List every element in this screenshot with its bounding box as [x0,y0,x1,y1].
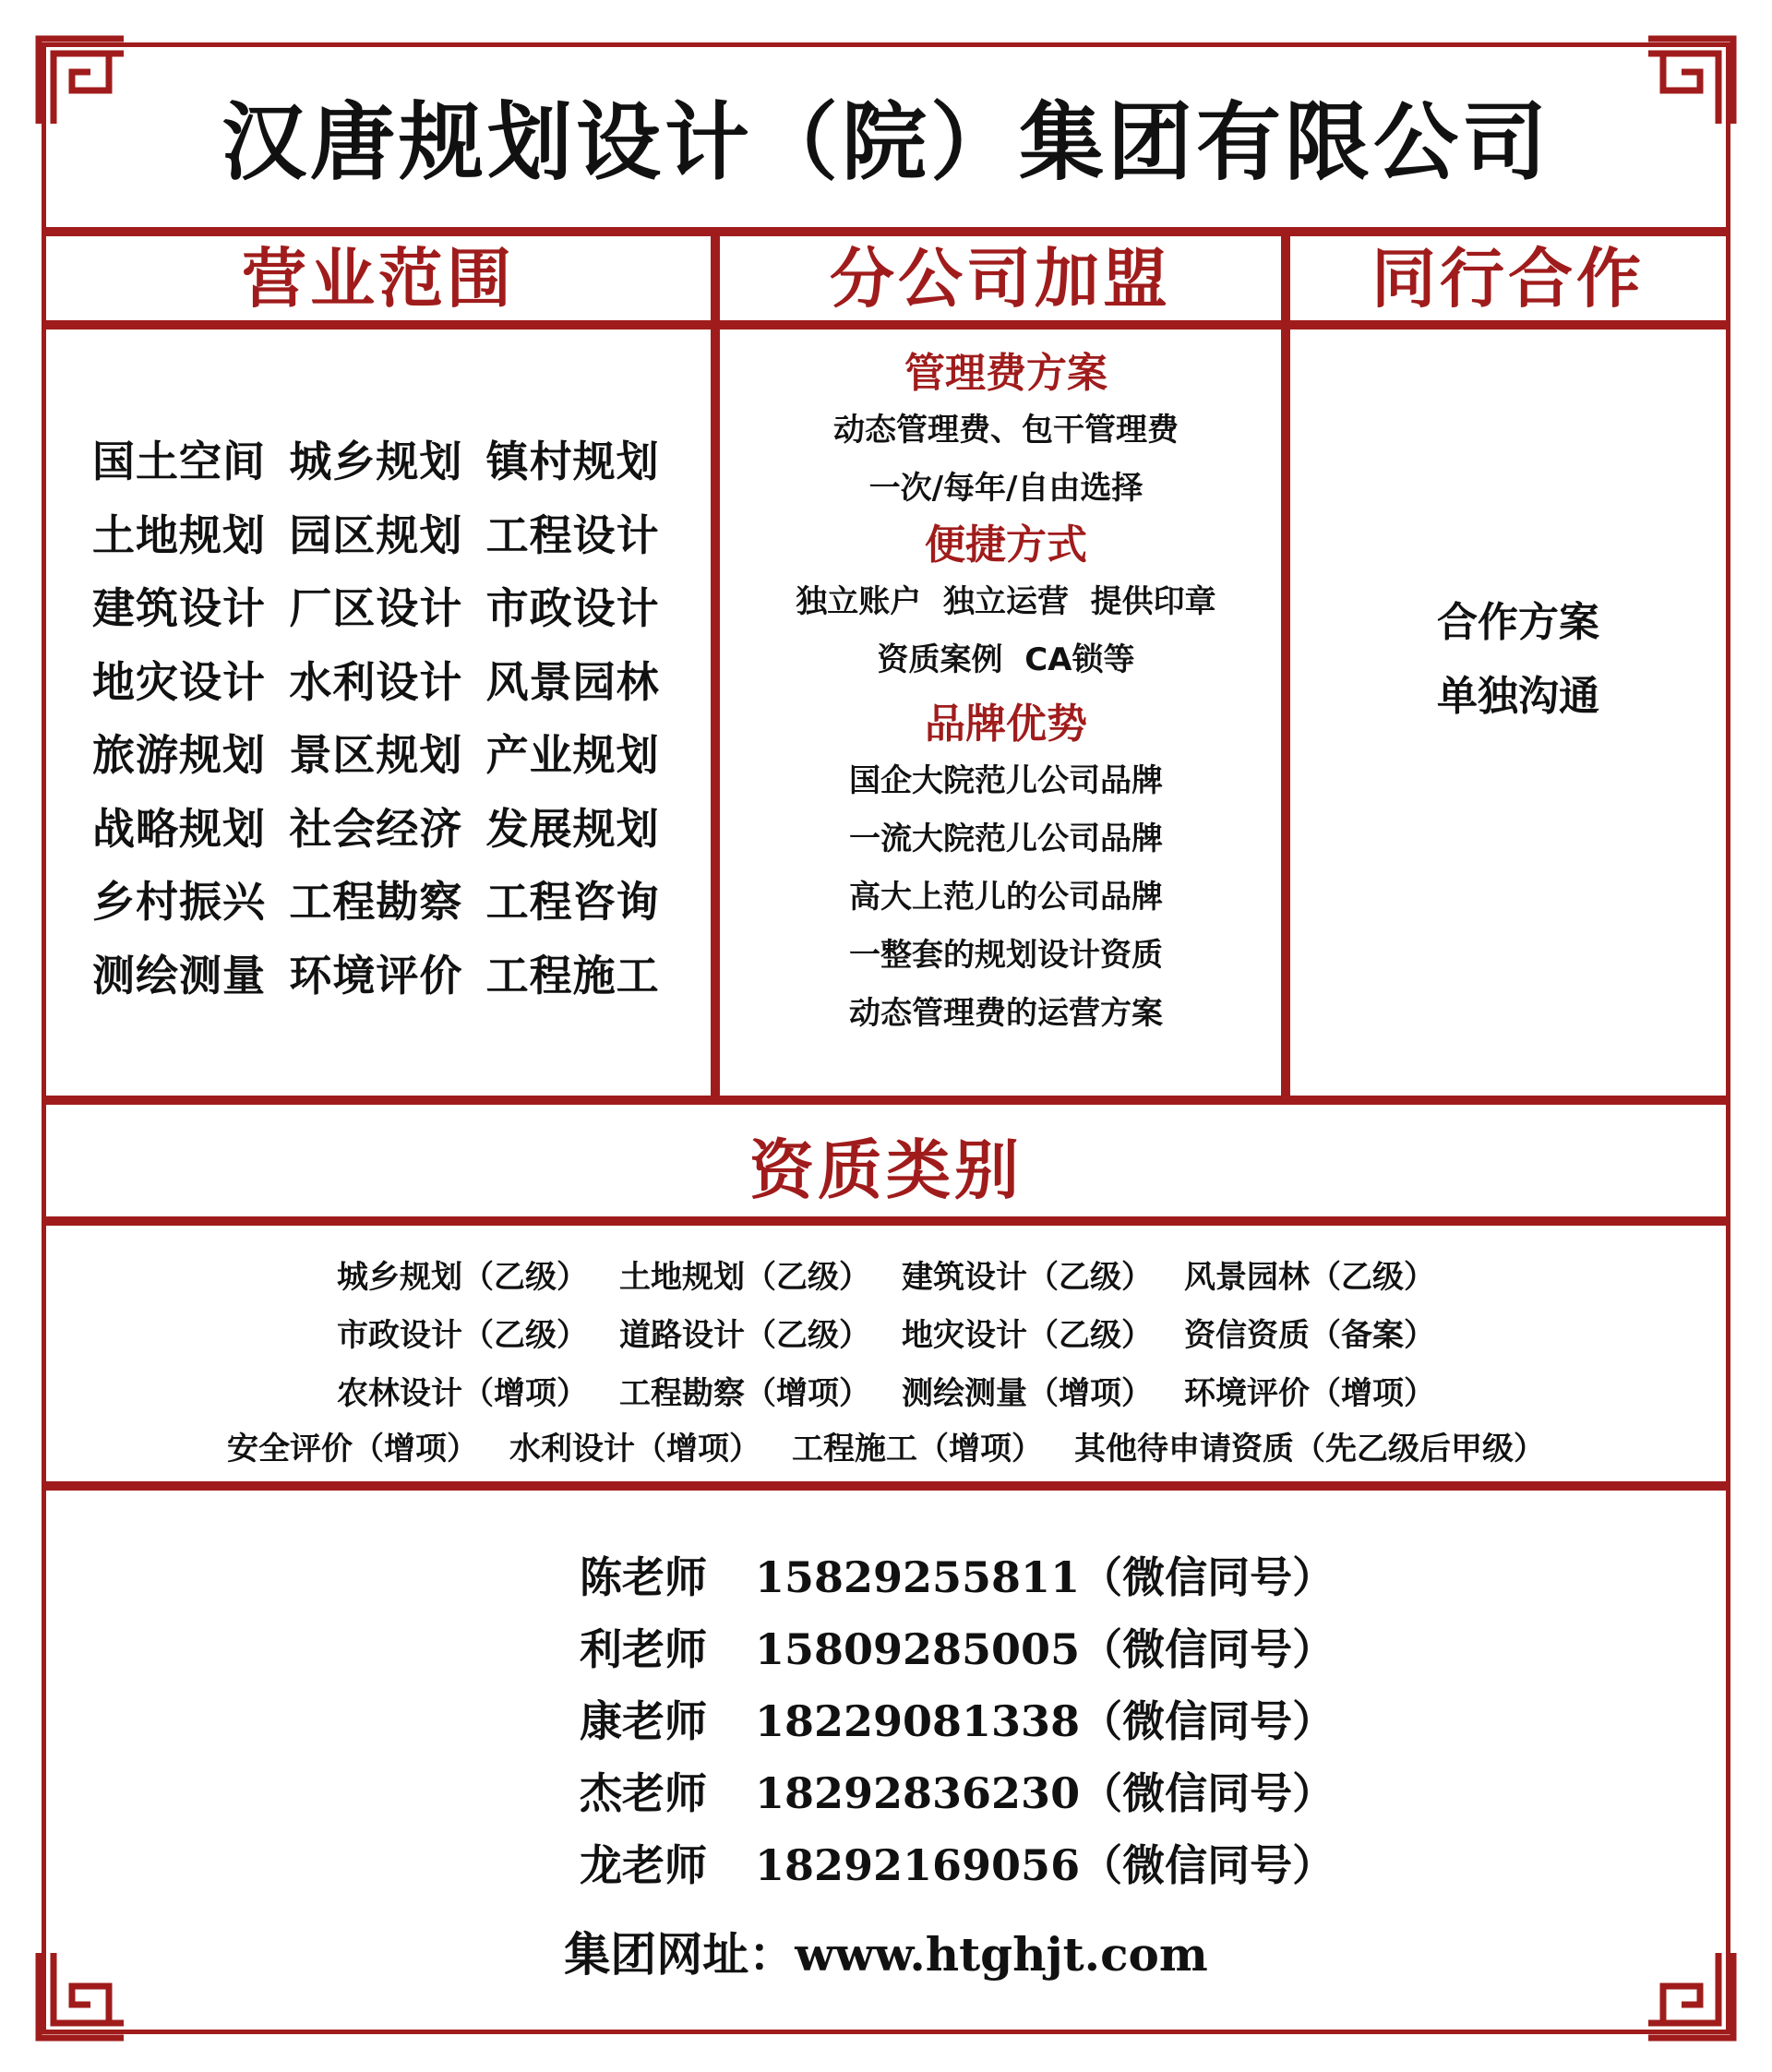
divider [42,227,1730,236]
qualification-row [0,1368,1772,1413]
business-item: 战略规划 [92,803,266,854]
business-item: 土地规划 [92,509,266,560]
qualification-item: 测绘测量（增项） [902,1375,1153,1412]
company-title: 汉唐规划设计（院）集团有限公司 [221,93,1550,192]
header-qualifications: 资质类别 [749,1132,1023,1208]
convenience-line: 独立账户 独立运营 提供印章 [796,583,1216,620]
cooperation-line: 单独沟通 [1437,673,1599,720]
fee-line: 一次/每年/自由选择 [868,470,1143,507]
divider [42,1481,1730,1491]
qualification-item: 工程施工（增项） [792,1431,1043,1467]
business-item: 工程勘察 [289,877,463,927]
convenience-title: 便捷方式 [925,521,1087,569]
business-item: 园区规划 [289,509,463,560]
business-item: 社会经济 [289,803,463,854]
website-url: 集团网址：www.htghjt.com [564,1927,1208,1982]
qualification-row [0,1252,1772,1297]
contact-name: 龙老师 [580,1840,707,1890]
business-item: 发展规划 [485,803,660,854]
business-item: 水利设计 [289,656,463,707]
qualification-item: 土地规划（乙级） [619,1259,870,1296]
brand-line: 动态管理费的运营方案 [849,995,1163,1032]
brand-line: 国企大院范儿公司品牌 [849,762,1163,799]
qualification-item: 水利设计（增项） [509,1431,760,1467]
cooperation-line: 合作方案 [1437,599,1599,646]
qualification-item: 道路设计（乙级） [619,1317,870,1354]
cooperation-column [1290,591,1746,738]
contact-phone: 18229081338（微信同号） [755,1696,1335,1746]
qualification-item: 建筑设计（乙级） [902,1259,1153,1296]
frame-top-border [42,42,1730,47]
business-item: 工程施工 [485,950,660,1000]
business-scope-grid [92,434,683,1021]
qualification-item: 风景园林（乙级） [1184,1259,1435,1296]
brand-title: 品牌优势 [925,701,1087,748]
branch-column [720,346,1292,1043]
contact-row [580,1541,1335,1613]
contact-name: 利老师 [580,1624,707,1674]
divider [42,1096,1730,1105]
business-item: 镇村规划 [485,437,660,486]
brand-line: 高大上范儿的公司品牌 [849,879,1163,916]
qualification-row [0,1423,1772,1468]
qualification-item: 地灾设计（乙级） [902,1317,1153,1354]
business-item: 旅游规划 [92,730,266,780]
business-item: 地灾设计 [92,656,266,707]
business-item: 工程咨询 [485,877,660,927]
business-item: 国土空间 [92,437,266,486]
contact-name: 陈老师 [580,1552,707,1602]
contact-name: 杰老师 [580,1768,707,1818]
contact-phone: 15829255811（微信同号） [755,1552,1335,1602]
divider [42,1216,1730,1226]
business-item: 厂区设计 [289,583,463,633]
contact-row [580,1685,1335,1757]
business-item: 风景园林 [485,656,660,707]
contact-list [580,1541,1335,1901]
business-item: 市政设计 [485,583,660,633]
qualification-item: 其他待申请资质（先乙级后甲级） [1074,1431,1545,1467]
business-item: 测绘测量 [92,950,266,1000]
qualification-item: 资信资质（备案） [1184,1317,1435,1354]
business-item: 景区规划 [289,730,463,780]
divider [711,227,720,1105]
contact-phone: 18292169056（微信同号） [755,1840,1335,1890]
qualification-item: 农林设计（增项） [337,1375,588,1412]
contact-row [580,1757,1335,1829]
fee-title: 管理费方案 [904,350,1108,397]
qualification-row [0,1310,1772,1355]
qualification-item: 城乡规划（乙级） [337,1259,588,1296]
qualification-item: 市政设计（乙级） [337,1317,588,1354]
contact-name: 康老师 [580,1696,707,1746]
brand-line: 一流大院范儿公司品牌 [849,820,1163,857]
contact-row [580,1829,1335,1901]
contact-phone: 18292836230（微信同号） [755,1768,1335,1818]
header-branch: 分公司加盟 [830,241,1171,317]
business-item: 乡村振兴 [92,877,266,927]
fee-line: 动态管理费、包干管理费 [833,412,1179,449]
header-cooperation: 同行合作 [1371,241,1645,317]
header-business-scope: 营业范围 [242,241,515,317]
qualification-item: 安全评价（增项） [227,1431,478,1467]
contact-phone: 15809285005（微信同号） [755,1624,1335,1674]
frame-left-border [42,42,46,2034]
qualification-item: 工程勘察（增项） [619,1375,870,1412]
convenience-line: 资质案例 CA锁等 [877,641,1135,678]
divider [42,320,1730,329]
frame-bottom-border [42,2030,1730,2034]
qualification-item: 环境评价（增项） [1184,1375,1435,1412]
brand-line: 一整套的规划设计资质 [849,937,1163,974]
business-item: 城乡规划 [289,437,463,486]
business-item: 产业规划 [485,730,660,780]
business-item: 工程设计 [485,509,660,560]
business-item: 环境评价 [289,950,463,1000]
contact-row [580,1613,1335,1685]
frame-right-border [1726,42,1730,2034]
business-item: 建筑设计 [92,583,266,633]
